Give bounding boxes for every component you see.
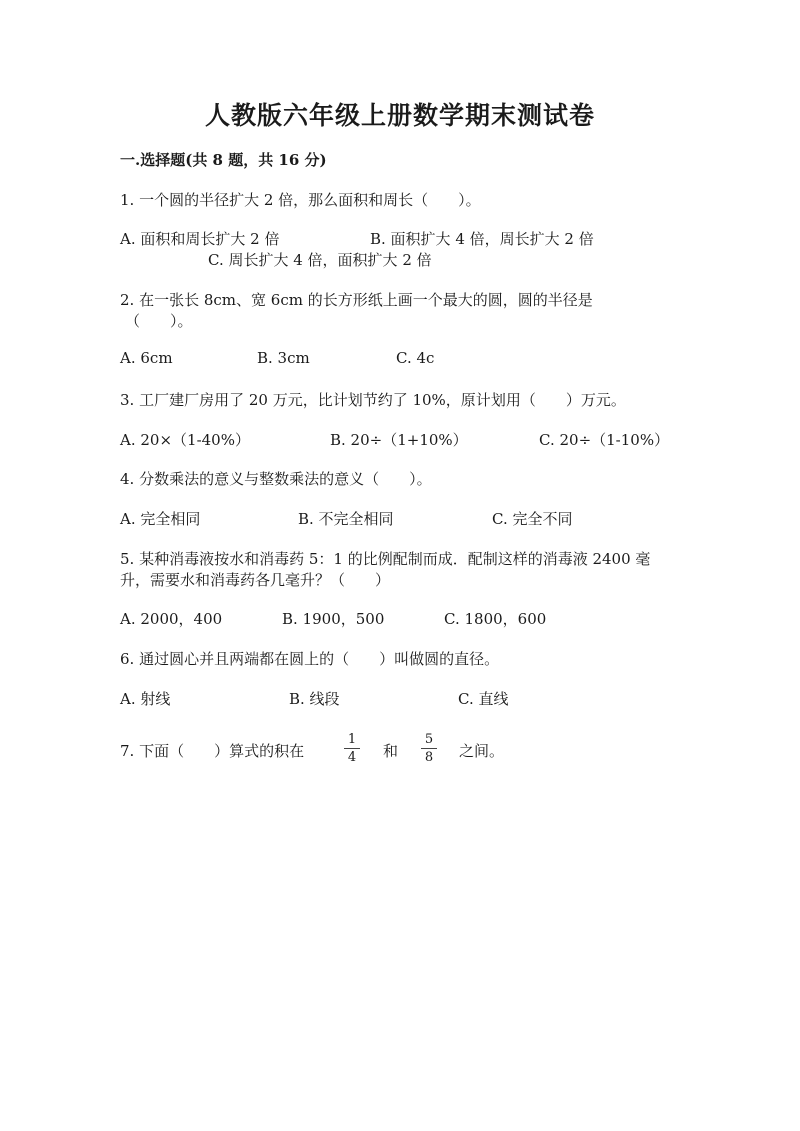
question-2-stem: 2. 在一张长 8cm、宽 6cm 的长方形纸上画一个最大的圆，圆的半径是 <box>120 291 593 309</box>
question-6-option-c[interactable]: C. 直线 <box>458 690 509 708</box>
question-2-option-b[interactable]: B. 3cm <box>257 349 310 367</box>
question-5-option-c[interactable]: C. 1800，600 <box>444 610 547 628</box>
question-7-stem: 7. 下面（ ）算式的积在 <box>120 742 305 760</box>
question-1-option-b[interactable]: B. 面积扩大 4 倍，周长扩大 2 倍 <box>370 230 594 248</box>
question-4-stem: 4. 分数乘法的意义与整数乘法的意义（ ）。 <box>120 470 432 488</box>
question-3-stem: 3. 工厂建厂房用了 20 万元，比计划节约了 10%，原计划用（ ）万元。 <box>120 391 626 409</box>
question-2-stem-continued: （ ）。 <box>125 312 193 330</box>
question-5-option-a[interactable]: A. 2000，400 <box>120 610 223 628</box>
question-2-option-c[interactable]: C. 4c <box>396 349 435 367</box>
question-4-option-c[interactable]: C. 完全不同 <box>492 510 573 528</box>
question-6-stem: 6. 通过圆心并且两端都在圆上的（ ）叫做圆的直径。 <box>120 650 500 668</box>
question-6-option-b[interactable]: B. 线段 <box>289 690 340 708</box>
question-2-option-a[interactable]: A. 6cm <box>120 349 173 367</box>
question-6-option-a[interactable]: A. 射线 <box>120 690 171 708</box>
question-3-option-a[interactable]: A. 20×（1-40%） <box>120 431 250 449</box>
fraction-bar <box>421 748 437 749</box>
fraction-five-eighths <box>420 732 438 765</box>
fraction-denominator: 4 <box>347 750 357 765</box>
question-3-option-b[interactable]: B. 20÷（1+10%） <box>330 431 468 449</box>
question-5-stem: 5. 某种消毒液按水和消毒药 5：1 的比例配制而成．配制这样的消毒液 2400 毫 <box>120 550 651 568</box>
fraction-bar <box>344 748 360 749</box>
question-1-option-c[interactable]: C. 周长扩大 4 倍，面积扩大 2 倍 <box>208 251 432 269</box>
fraction-numerator: 1 <box>347 732 357 747</box>
question-1-option-a[interactable]: A. 面积和周长扩大 2 倍 <box>120 230 280 248</box>
question-1-stem: 1. 一个圆的半径扩大 2 倍，那么面积和周长（ ）。 <box>120 191 481 209</box>
fraction-numerator: 5 <box>424 732 434 747</box>
question-4-option-b[interactable]: B. 不完全相同 <box>298 510 394 528</box>
question-7-stem-end: 之间。 <box>459 742 505 760</box>
question-5-stem-continued: 升，需要水和消毒药各几毫升？（ ） <box>120 571 391 589</box>
question-7-connector: 和 <box>383 742 399 760</box>
page-title: 人教版六年级上册数学期末测试卷 <box>204 101 595 130</box>
question-3-option-c[interactable]: C. 20÷（1-10%） <box>539 431 670 449</box>
question-5-option-b[interactable]: B. 1900，500 <box>282 610 385 628</box>
fraction-denominator: 8 <box>424 750 434 765</box>
question-4-option-a[interactable]: A. 完全相同 <box>120 510 201 528</box>
section-heading: 一.选择题(共 8 题，共 16 分) <box>120 151 327 169</box>
fraction-one-quarter <box>343 732 361 765</box>
